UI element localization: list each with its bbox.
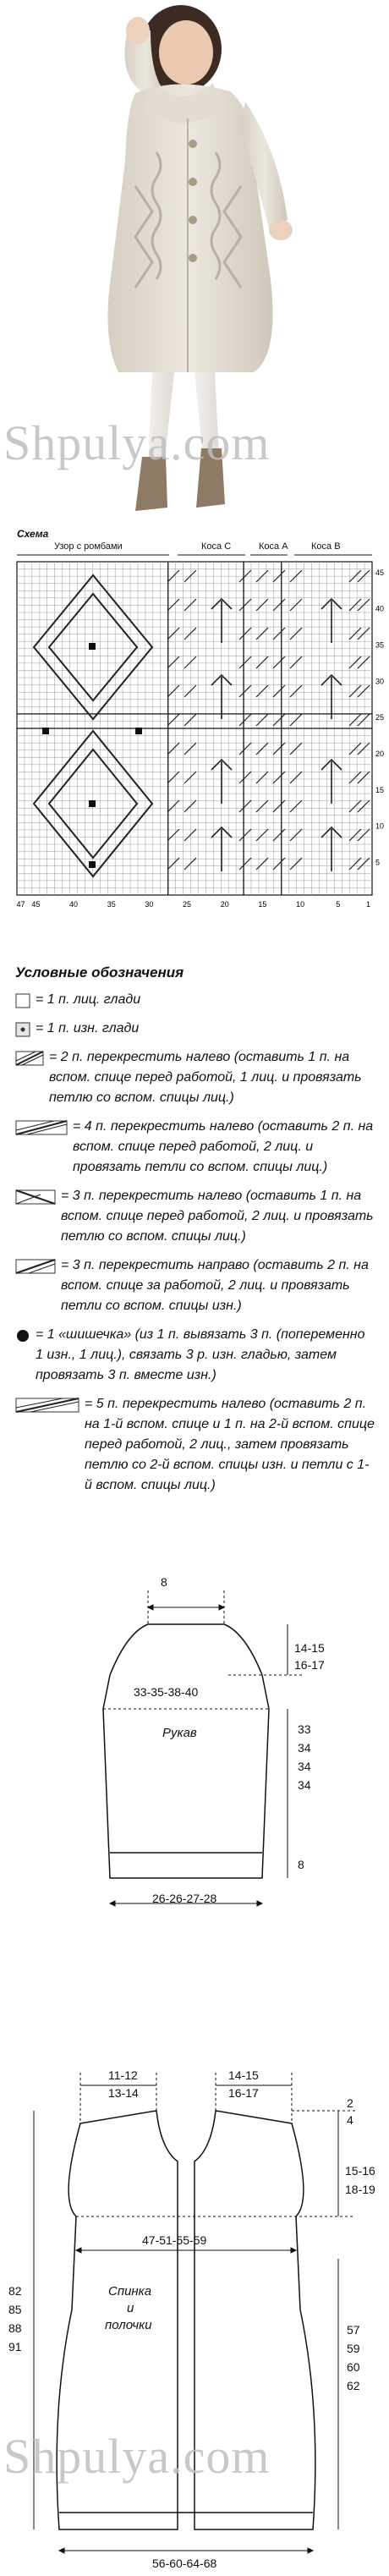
body-lower-length-3: 60 <box>347 2360 360 2374</box>
body-neck-width-1: 11-12 <box>108 2068 138 2082</box>
section-label-cable-a: Коса А <box>259 541 288 552</box>
legend-item <box>15 1255 375 1316</box>
sleeve-top-width: 8 <box>161 1575 167 1589</box>
row-tick-label: 25 <box>375 713 385 722</box>
legend-title: Условные обозначения <box>15 964 184 980</box>
row-tick-label: 10 <box>375 821 385 831</box>
cross-3-left-icon <box>15 1189 56 1205</box>
body-schematic <box>0 2022 389 2576</box>
sleeve-cap-height-2: 16-17 <box>294 1658 325 1672</box>
schema-title: Схема <box>17 528 49 540</box>
sleeve-name: Рукав <box>162 1726 197 1740</box>
row-number-ticks <box>375 568 384 867</box>
column-tick-label: 15 <box>258 900 267 909</box>
column-tick-label: 25 <box>183 900 192 909</box>
section-label-cable-c: Коса С <box>201 541 232 552</box>
body-bottom-width: 56-60-64-68 <box>152 2557 217 2570</box>
column-tick-label: 47 <box>16 900 25 909</box>
legend-item-text: = 3 п. перекрестить направо (оставить 2 п. на вспом. спице за работой, 2 лиц. и провязать петли со вспом. спицы изн.) <box>61 1258 369 1313</box>
column-tick-label: 20 <box>220 900 229 909</box>
row-tick-label: 30 <box>375 677 385 686</box>
body-total-length-2: 85 <box>8 2303 22 2316</box>
sleeve-length-4: 34 <box>298 1778 311 1792</box>
body-lower-length-2: 59 <box>347 2342 360 2355</box>
legend-item <box>15 1325 375 1386</box>
legend-item-text: = 1 «шишечка» (из 1 п. вывязать 3 п. (попеременно 1 изн., 1 лиц.), связать 3 р. изн. гладью, затем провязать 3 п. вместе изн.) <box>36 1327 365 1382</box>
body-name-line-2: и <box>127 2301 134 2315</box>
blank-square-icon <box>15 993 30 1008</box>
column-tick-label: 1 <box>366 900 371 909</box>
row-tick-label: 5 <box>375 858 381 867</box>
sleeve-cuff-height: 8 <box>298 1858 304 1871</box>
row-tick-label: 15 <box>375 785 385 794</box>
body-name-line-1: Спинка <box>108 2284 152 2299</box>
model-photo <box>0 0 389 525</box>
cross-4-left-icon <box>15 1120 68 1135</box>
body-total-length-4: 91 <box>8 2340 22 2354</box>
legend-item-text: = 2 п. перекрестить налево (оставить 1 п. на вспом. спице перед работой, 1 лиц. и провязать петлю со вспом. спицы лиц.) <box>49 1050 362 1105</box>
body-shoulder-width-2: 16-17 <box>228 2086 259 2100</box>
row-tick-label: 20 <box>375 749 385 758</box>
legend-item-text: = 1 п. изн. глади <box>36 1021 140 1035</box>
legend-item <box>15 990 375 1010</box>
row-tick-label: 35 <box>375 640 385 650</box>
body-name-line-3: полочки <box>105 2318 152 2332</box>
legend-item-text: = 4 п. перекрестить налево (оставить 2 п. на вспом. спице перед работой, 2 лиц. и провязать петли со вспом. спицы лиц.) <box>73 1119 374 1174</box>
legend-item <box>15 1019 375 1039</box>
body-top-height-1: 2 <box>347 2096 353 2110</box>
row-tick-label: 45 <box>375 568 385 577</box>
cross-2-left-icon <box>15 1051 44 1066</box>
column-tick-label: 45 <box>31 900 41 909</box>
body-lower-length-4: 62 <box>347 2379 360 2392</box>
legend-item-text: = 3 п. перекрестить налево (оставить 1 п. на вспом. спице перед работой, 2 лиц. и провязать петлю со вспом. спицы лиц.) <box>61 1189 374 1244</box>
watermark: Shpulya.com <box>3 415 271 470</box>
legend <box>15 964 375 1504</box>
legend-item-text: = 1 п. лиц. глади <box>36 992 141 1007</box>
body-armhole-height-1: 15-16 <box>345 2164 375 2178</box>
sleeve-width: 33-35-38-40 <box>134 1685 199 1699</box>
column-tick-label: 35 <box>107 900 116 909</box>
body-total-length-3: 88 <box>8 2321 22 2335</box>
row-tick-label: 40 <box>375 604 385 613</box>
body-armhole-height-2: 18-19 <box>345 2183 375 2196</box>
body-lower-length-1: 57 <box>347 2323 360 2337</box>
knitting-chart <box>0 550 389 922</box>
column-tick-label: 40 <box>69 900 79 909</box>
sleeve-length-3: 34 <box>298 1760 311 1773</box>
legend-item <box>15 1394 375 1496</box>
column-tick-label: 5 <box>336 900 341 909</box>
legend-item-text: = 5 п. перекрестить налево (оставить 2 п. на 1-й вспом. спице и 1 п. на 2-й вспом. спице перед работой, 2 лиц., затем провязать петлю со 2-й вспом. спицы изн. и петли с 1-й вспом. спицы лиц.) <box>85 1397 375 1492</box>
body-chest-width: 47-51-55-59 <box>142 2233 207 2247</box>
legend-item <box>15 1047 375 1108</box>
sleeve-cap-height-1: 14-15 <box>294 1641 325 1655</box>
bobble-icon <box>15 1328 30 1343</box>
column-number-ticks <box>16 900 370 909</box>
watermark-bottom: Shpulya.com <box>3 2429 271 2484</box>
sleeve-bottom-width: 26-26-27-28 <box>152 1892 217 1905</box>
section-label-rhombus: Узор с ромбами <box>54 541 123 552</box>
body-top-height-2: 4 <box>347 2113 353 2127</box>
sleeve-length-1: 33 <box>298 1722 311 1736</box>
dot-square-icon <box>15 1022 30 1037</box>
column-tick-label: 30 <box>145 900 154 909</box>
legend-item <box>15 1186 375 1247</box>
body-shoulder-width-1: 14-15 <box>228 2068 259 2082</box>
legend-item <box>15 1117 375 1178</box>
sleeve-length-2: 34 <box>298 1741 311 1755</box>
body-neck-width-2: 13-14 <box>108 2086 139 2100</box>
column-tick-label: 10 <box>296 900 305 909</box>
cross-5-left-icon <box>15 1398 79 1413</box>
body-total-length-1: 82 <box>8 2284 22 2298</box>
section-label-cable-b: Коса В <box>311 541 341 552</box>
cross-3-right-icon <box>15 1259 56 1274</box>
